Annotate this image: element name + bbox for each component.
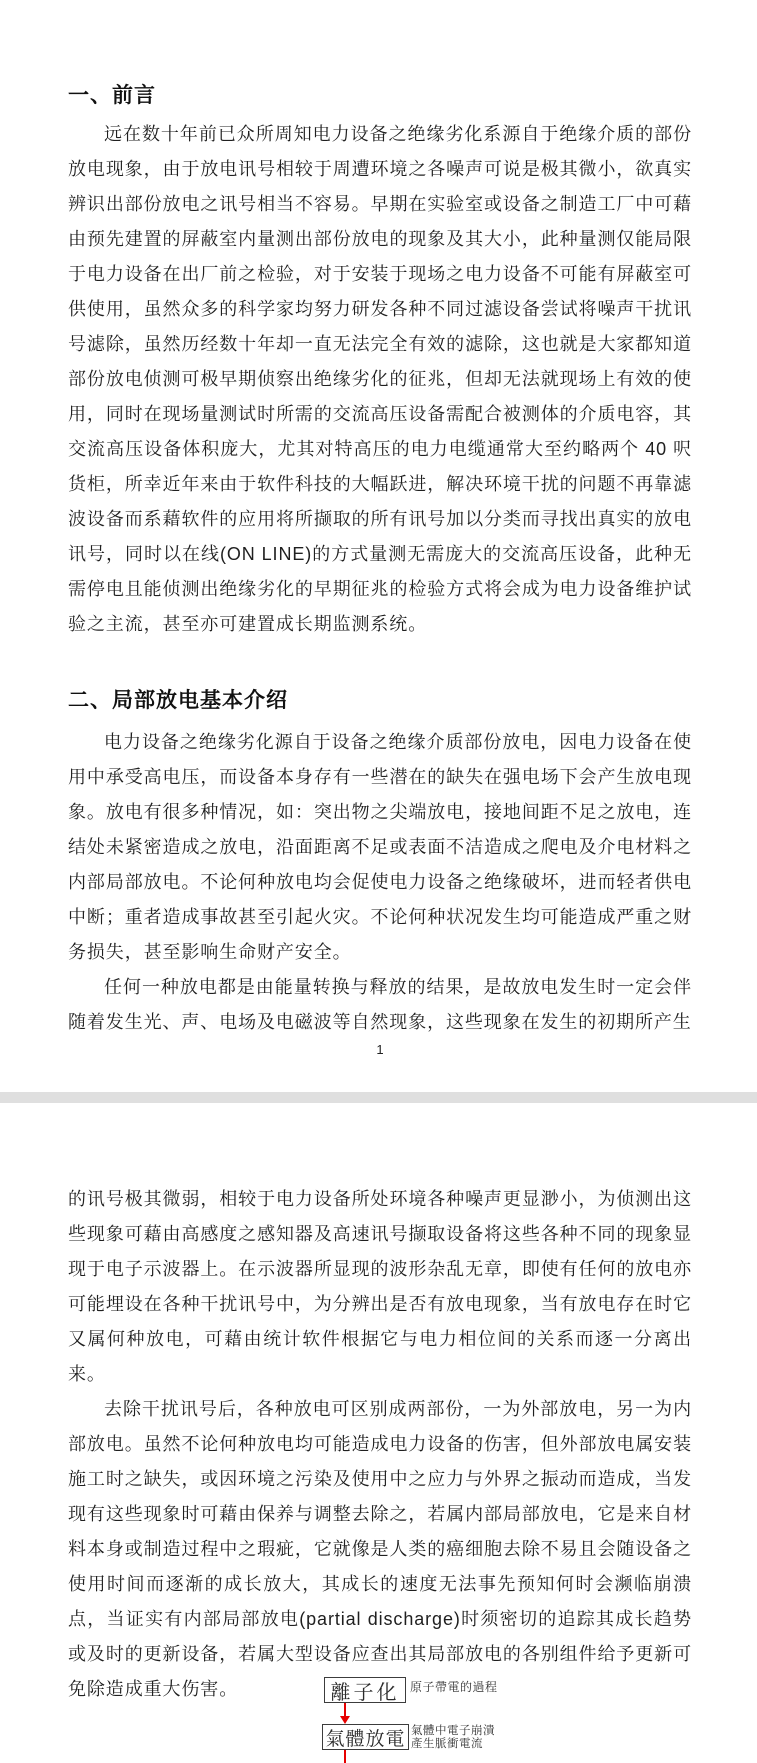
paragraph-signal-detection: 的讯号极其微弱，相较于电力设备所处环境各种噪声更显渺小，为侦测出这些现象可藉由高感度之感知器及高速讯号撷取设备将这些各种不同的现象显现于电子示波器上。在示波器所显现的波形杂乱无章，即使有任何的放电亦可能埋设在各种干扰讯号中，为分辨出是否有放电现象，当有放电存在时它又属何种放电，可藉由统计软件根据它与电力相位间的关系而逐一分离出来。 [68, 1189, 692, 1384]
down-arrow-line-icon [344, 1703, 346, 1717]
page-number: 1 [376, 1042, 384, 1057]
section-heading-pd-intro: 二、局部放电基本介绍 [68, 689, 288, 712]
page-separator [0, 1092, 757, 1103]
page-2 [0, 1103, 757, 1763]
paragraph-pd-intro: 电力设备之绝缘劣化源自于设备之绝缘介质部份放电，因电力设备在使用中承受高电压，而设备本身存有一些潜在的缺失在强电场下会产生放电现象。放电有很多种情况，如：突出物之尖端放电，接地间距不足之放电，连结处未紧密造成之放电，沿面距离不足或表面不洁造成之爬电及介电材料之内部局部放电。不论何种放电均会促使电力设备之绝缘破坏，进而轻者供电中断；重者造成事故甚至引起火灾。不论何种状况发生均可能造成严重之财务损失，甚至影响生命财产安全。 [68, 732, 692, 962]
paragraph-preface: 远在数十年前已众所周知电力设备之绝缘劣化系源自于绝缘介质的部份放电现象，由于放电讯号相较于周遭环境之各噪声可说是极其微小，欲真实辨识出部份放电之讯号相当不容易。早期在实验室或设备之制造工厂中可藉由预先建置的屏蔽室内量测出部份放电的现象及其大小，此种量测仅能局限于电力设备在出厂前之检验，对于安装于现场之电力设备不可能有屏蔽室可供使用，虽然众多的科学家均努力研发各种不同过滤设备尝试将噪声干扰讯号滤除，虽然历经数十年却一直无法完全有效的滤除，这也就是大家都知道部份放电侦测可极早期侦察出绝缘劣化的征兆，但却无法就现场上有效的使用，同时在现场量测试时所需的交流高压设备需配合被测体的介质电容，其交流高压设备体积庞大，尤其对特高压的电力电缆通常大至约略两个 40 呎货柜，所幸近年来由于软件科技的大幅跃进，解决环境干扰的问题不再靠滤波设备而系藉软件的应用将所撷取的所有讯号加以分类而寻找出真实的放电讯号，同时以在线(ON LINE)的方式量测无需庞大的交流高压设备，此种无需停电且能侦测出绝缘劣化的早期征兆的检验方式将会成为电力设备维护试验之主流，甚至亦可建置成长期监测系统。 [68, 124, 692, 634]
flow-note-gas-discharge-line2: 產生脈衝電流 [411, 1737, 483, 1750]
flow-connector-line [344, 1750, 346, 1763]
flow-box-gas-discharge: 氣體放電 [322, 1724, 409, 1750]
section-heading-preface: 一、前言 [68, 84, 156, 107]
flow-box-ionization: 離子化 [324, 1677, 406, 1703]
paragraph-discharge-energy: 任何一种放电都是由能量转换与释放的结果，是故放电发生时一定会伴随着发生光、声、电场及电磁波等自然现象，这些现象在发生的初期所产生 [68, 977, 692, 1032]
discharge-flow-diagram [0, 1677, 757, 1763]
flow-note-ionization: 原子帶電的過程 [410, 1680, 498, 1694]
paragraph-discharge-types: 去除干扰讯号后，各种放电可区别成两部份，一为外部放电，另一为内部放电。虽然不论何种放电均可能造成电力设备的伤害，但外部放电属安装施工时之缺失，或因环境之污染及使用中之应力与外界之振动而造成，当发现有这些现象时可藉由保养与调整去除之，若属内部局部放电，它是来自材料本身或制造过程中之瑕疵，它就像是人类的癌细胞去除不易且会随设备之使用时间而逐渐的成长放大，其成长的速度无法事先预知何时会濒临崩溃点，当证实有内部局部放电(partial discharge)时须密切的追踪其成长趋势或及时的更新设备，若属大型设备应查出其局部放电的各别组件给予更新可免除造成重大伤害。 [68, 1399, 692, 1699]
flow-note-gas-discharge-line1: 氣體中電子崩潰 [411, 1725, 495, 1737]
flow-note-gas-discharge [411, 1725, 495, 1750]
